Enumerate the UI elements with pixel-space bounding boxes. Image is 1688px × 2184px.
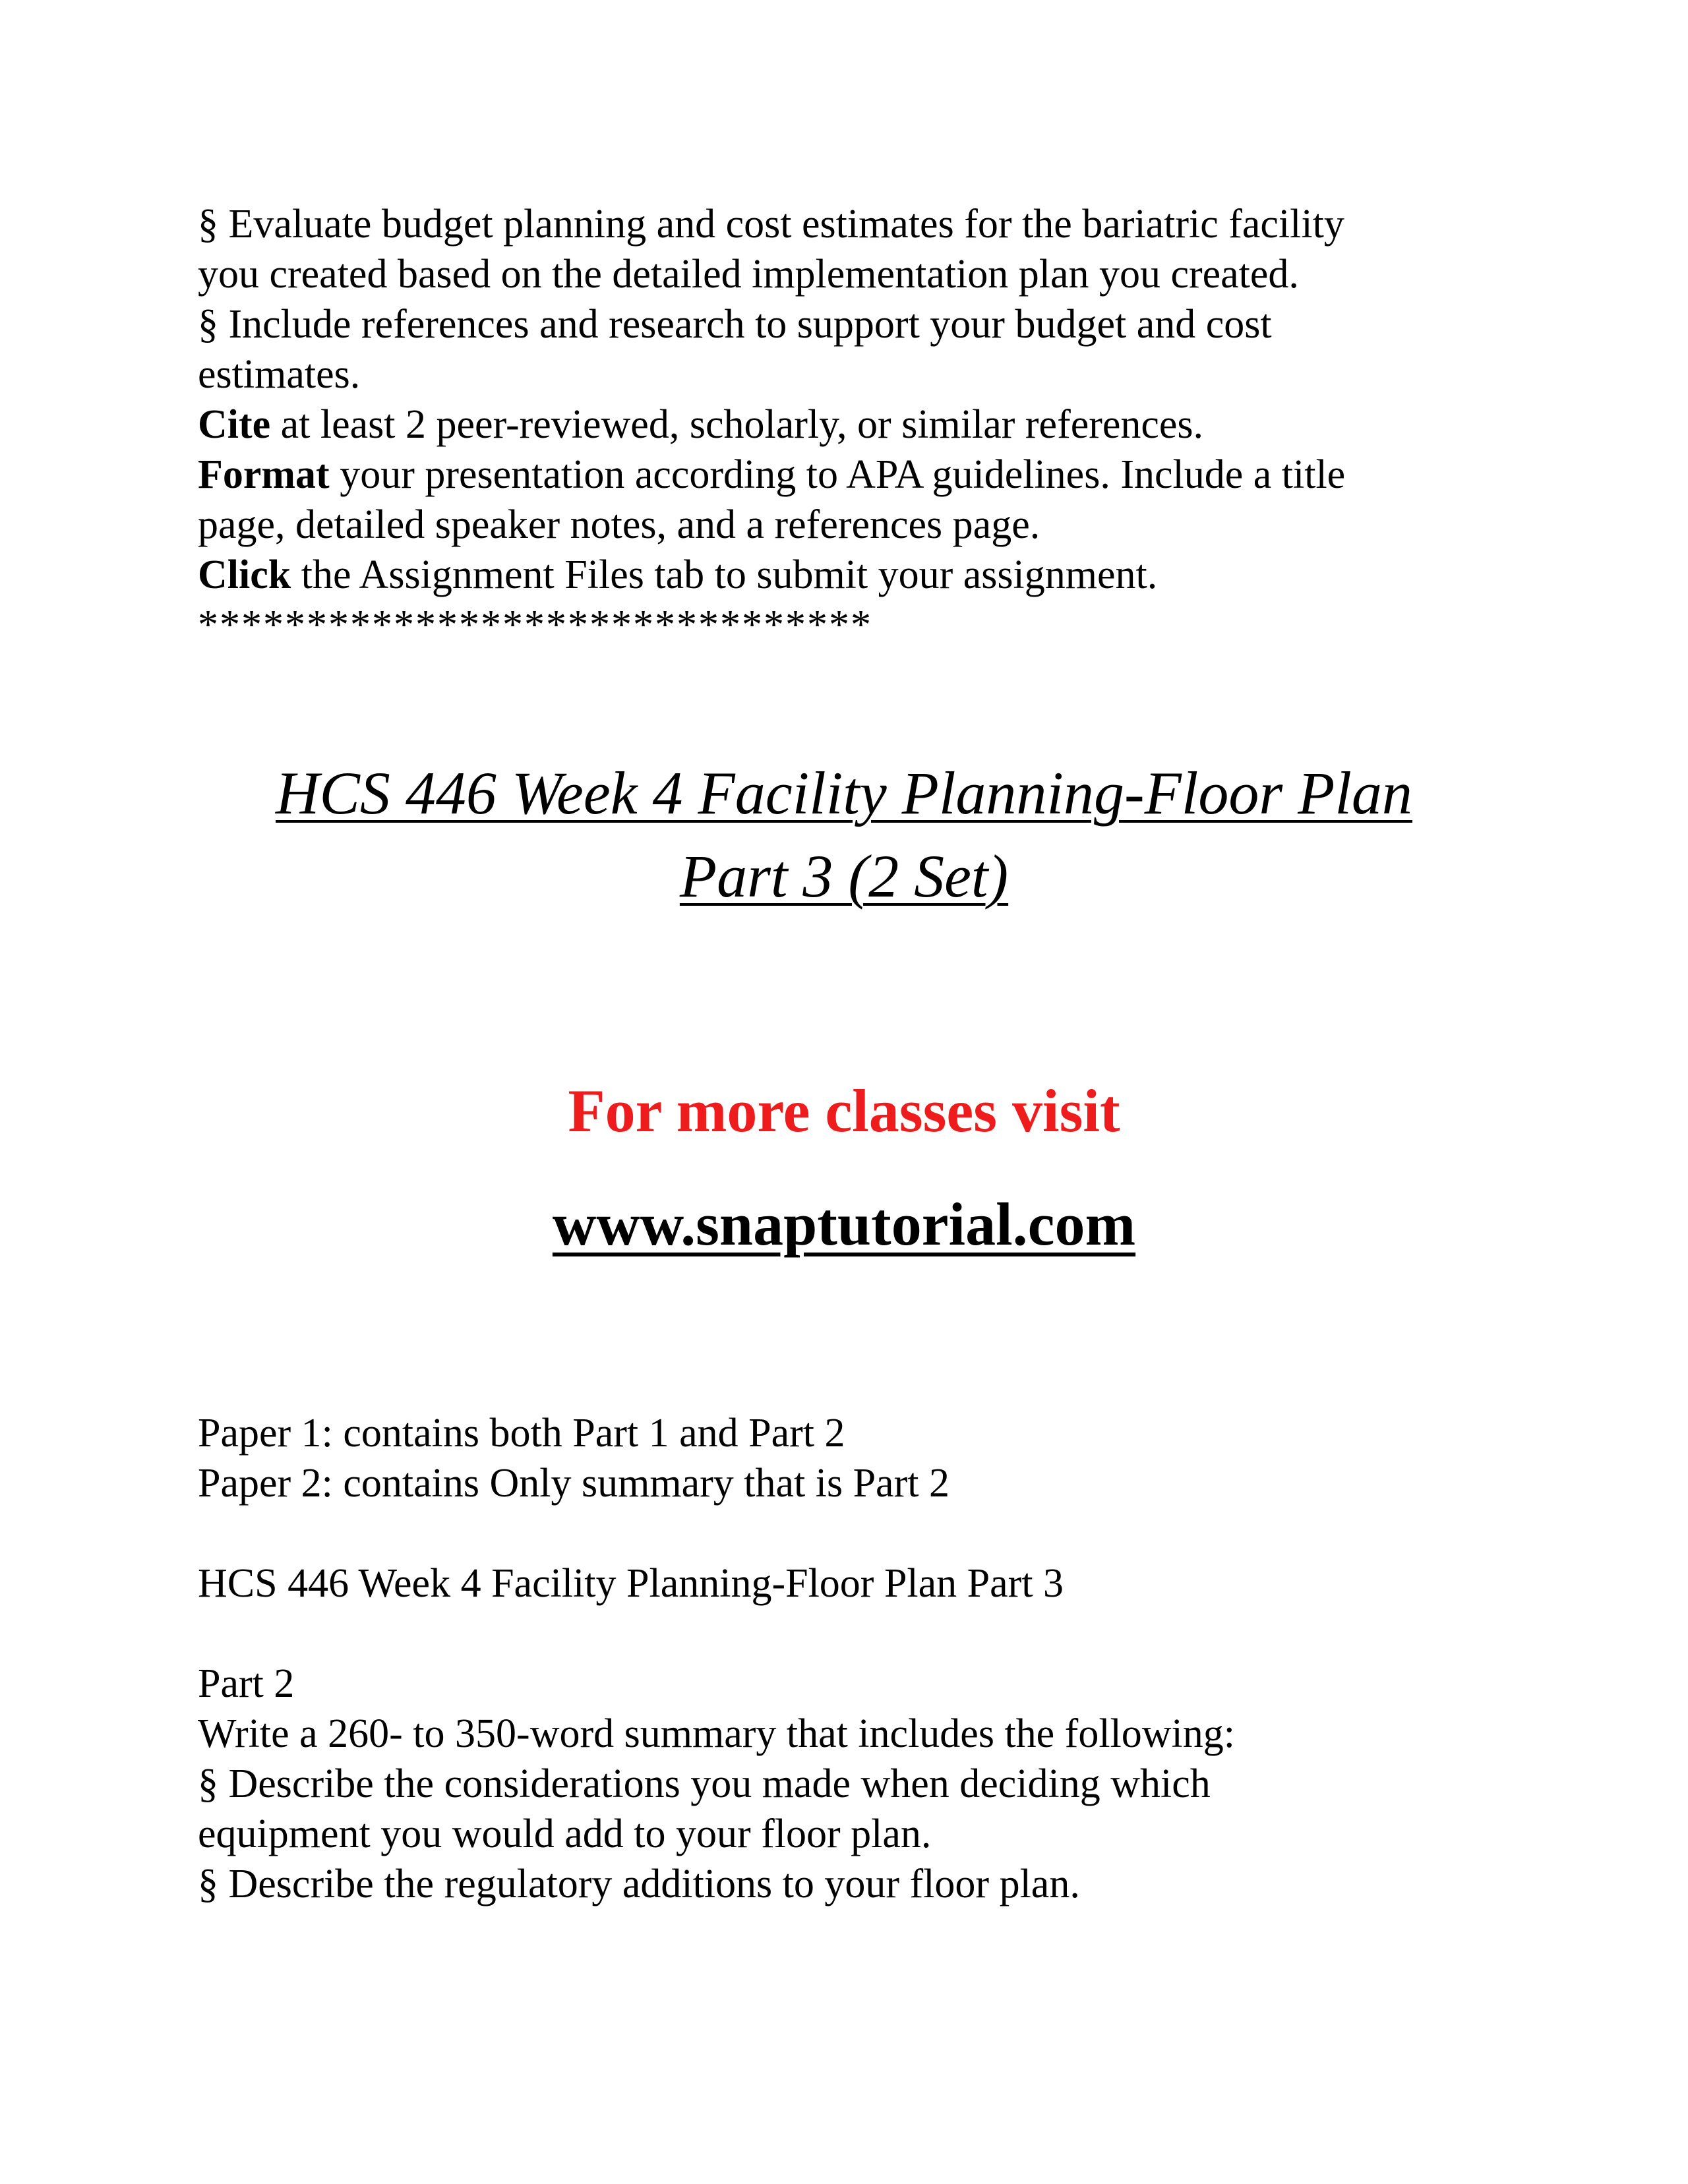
part2-line: § Describe the regulatory additions to your floor plan. xyxy=(198,1862,1080,1906)
instruction-line: you created based on the detailed implementation plan you created. xyxy=(198,252,1299,297)
promo-visit-text xyxy=(0,1075,1688,1147)
instruction-line-click xyxy=(198,550,1490,600)
sub-title xyxy=(198,1558,1490,1608)
instruction-line: estimates. xyxy=(198,352,361,397)
document-heading xyxy=(0,752,1688,918)
promo-visit-label: For more classes visit xyxy=(568,1077,1120,1144)
part2-section xyxy=(198,1659,1490,1909)
instruction-line: § Include references and research to support your budget and cost xyxy=(198,302,1272,347)
paper-item: Paper 1: contains both Part 1 and Part 2 xyxy=(198,1411,845,1456)
paper-item: Paper 2: contains Only summary that is Part 2 xyxy=(198,1461,950,1506)
sub-title-text: HCS 446 Week 4 Facility Planning-Floor Plan Part 3 xyxy=(198,1561,1064,1606)
format-keyword: Format xyxy=(198,452,330,497)
cite-keyword: Cite xyxy=(198,402,271,447)
instruction-line-format xyxy=(198,450,1490,500)
part2-line: § Describe the considerations you made when deciding which xyxy=(198,1761,1211,1806)
part2-line: Write a 260- to 350-word summary that includes the following: xyxy=(198,1711,1236,1756)
click-text: the Assignment Files tab to submit your assignment. xyxy=(291,552,1158,597)
paper-list xyxy=(198,1408,1490,1508)
cite-text: at least 2 peer-reviewed, scholarly, or similar references. xyxy=(270,402,1204,447)
click-keyword: Click xyxy=(198,552,291,597)
instruction-line: § Evaluate budget planning and cost estimates for the bariatric facility xyxy=(198,202,1344,247)
part2-label: Part 2 xyxy=(198,1661,295,1706)
part2-line: equipment you would add to your floor plan. xyxy=(198,1812,932,1856)
separator-stars: ******************************* xyxy=(198,603,872,647)
promo-url[interactable] xyxy=(0,1188,1688,1260)
instruction-line: page, detailed speaker notes, and a references page. xyxy=(198,502,1040,547)
heading-line-2: Part 3 (2 Set) xyxy=(679,842,1009,910)
heading-line-1: HCS 446 Week 4 Facility Planning-Floor Plan xyxy=(276,759,1412,827)
instruction-line-cite xyxy=(198,399,1490,450)
assignment-instructions xyxy=(198,199,1490,650)
promo-url-link[interactable]: www.snaptutorial.com xyxy=(552,1191,1136,1258)
format-text: your presentation according to APA guidelines. Include a title xyxy=(329,452,1346,497)
